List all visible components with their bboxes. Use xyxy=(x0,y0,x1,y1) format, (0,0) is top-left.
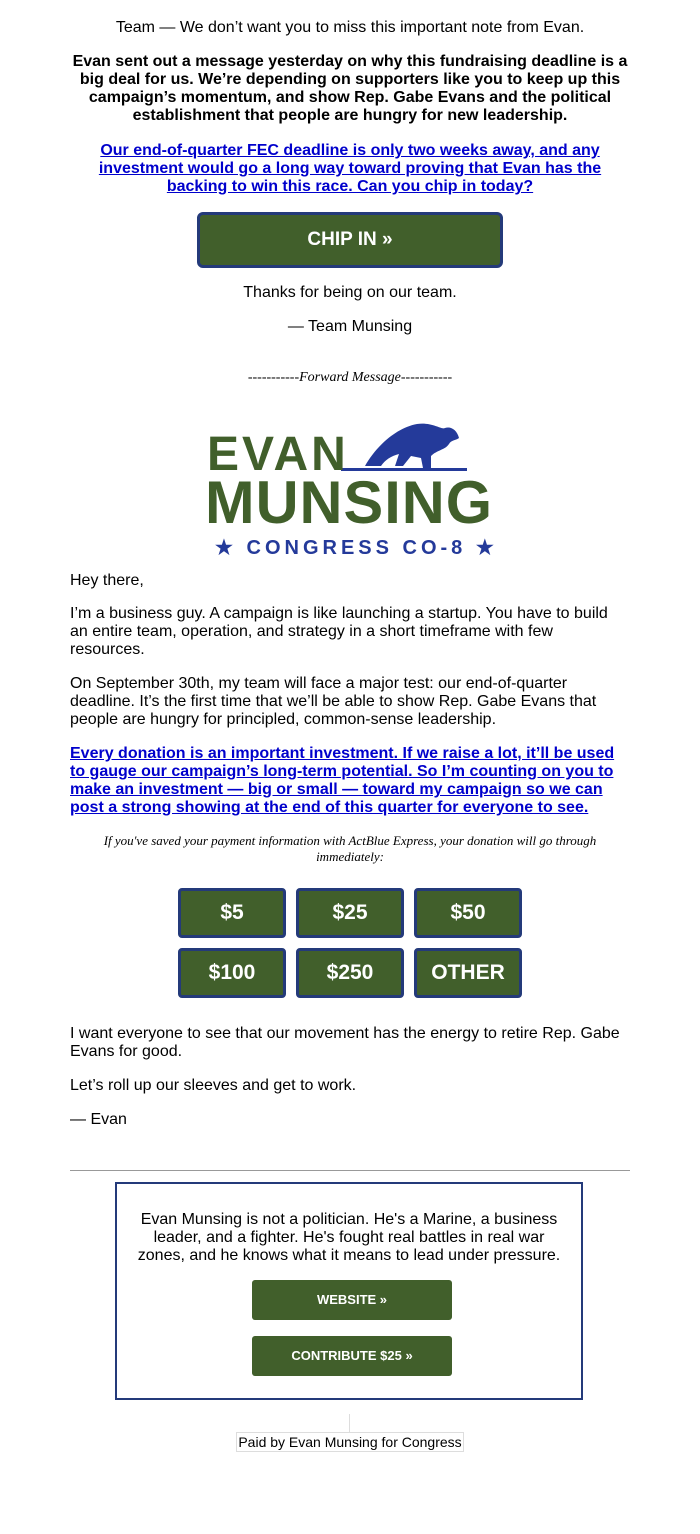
paragraph-2-text: On September 30th, my team will face a major test: our end-of-quarter deadline. It’s the first time that we’ll be able to show Rep. Gabe Evans that people are hungry for principled, common-sense leadership. xyxy=(70,675,597,728)
letter-paragraph-2 xyxy=(70,675,630,729)
logo-munsing: MUNSING xyxy=(205,469,493,536)
logo-evan: EVAN xyxy=(207,428,349,481)
forward-message-label: -----------Forward Message----------- xyxy=(247,370,453,385)
letter-paragraph-1 xyxy=(70,605,630,659)
letter-signoff xyxy=(70,1111,630,1129)
star-icon: ★ xyxy=(215,537,247,559)
amount-5-button[interactable]: $5 xyxy=(178,888,286,938)
forward-message-divider xyxy=(70,370,630,386)
actblue-note xyxy=(80,833,620,865)
logo-congress xyxy=(215,537,495,559)
amount-250-button[interactable]: $250 xyxy=(296,948,404,998)
letter-greeting xyxy=(70,572,630,590)
thanks-text: Thanks for being on our team. xyxy=(243,284,457,301)
star-icon: ★ xyxy=(466,537,495,559)
footer-divider xyxy=(70,1170,630,1171)
footer-box xyxy=(115,1182,583,1400)
actblue-note-text: If you've saved your payment information with ActBlue Express, your donation will go through immediately: xyxy=(103,833,597,864)
letter-paragraph-4 xyxy=(70,1077,630,1095)
deadline-link[interactable]: Our end-of-quarter FEC deadline is only two weeks away, and any investment would go a long way toward proving that Evan has the backing to win this race. Can you chip in today? xyxy=(98,142,602,195)
campaign-logo xyxy=(205,418,495,560)
intro-text: Team — We don’t want you to miss this important note from Evan. xyxy=(115,19,585,36)
intro-line xyxy=(70,19,630,37)
chip-in-row xyxy=(70,212,630,268)
amount-100-button[interactable]: $100 xyxy=(178,948,286,998)
paragraph-4-text: Let’s roll up our sleeves and get to work. xyxy=(70,1077,357,1094)
donation-link-paragraph[interactable] xyxy=(70,745,630,817)
website-button[interactable]: WEBSITE » xyxy=(252,1280,452,1320)
team-signoff-text: — Team Munsing xyxy=(287,318,413,335)
intro-bold-paragraph xyxy=(70,53,630,125)
amount-other-button[interactable]: OTHER xyxy=(414,948,522,998)
amount-25-button[interactable]: $25 xyxy=(296,888,404,938)
logo-congress-text: CONGRESS CO-8 xyxy=(246,537,467,559)
donation-link[interactable]: Every donation is an important investment. If we raise a lot, it’ll be used to gauge our campaign’s long-term potential. So I’m counting on you to make an investment — big or small — toward my campaign so we can post a strong showing at the end of this quarter for everyone to see. xyxy=(70,745,615,816)
thanks-line xyxy=(70,284,630,302)
logo-svg xyxy=(205,418,495,560)
deadline-link-paragraph[interactable] xyxy=(70,142,630,196)
letter-paragraph-3 xyxy=(70,1025,630,1061)
paid-by-disclaimer: Paid by Evan Munsing for Congress xyxy=(236,1432,464,1452)
evan-signoff-text: — Evan xyxy=(70,1111,127,1128)
greeting-text: Hey there, xyxy=(70,572,144,589)
contribute-25-button[interactable]: CONTRIBUTE $25 » xyxy=(252,1336,452,1376)
paid-by-connector xyxy=(349,1414,350,1432)
amount-50-button[interactable]: $50 xyxy=(414,888,522,938)
team-signoff xyxy=(70,318,630,336)
paragraph-1-text: I’m a business guy. A campaign is like launching a startup. You have to build an entire team, operation, and strategy in a short timeframe with few resources. xyxy=(70,605,608,658)
footer-bio-text: Evan Munsing is not a politician. He's a Marine, a business leader, and a fighter. He's fought real battles in real war zones, and he knows what it means to lead under pressure. xyxy=(137,1211,561,1264)
bold-paragraph-text: Evan sent out a message yesterday on why this fundraising deadline is a big deal for us. We’re depending on supporters like you to keep up this campaign’s momentum, and show Rep. Gabe Evans and the political establishment that people are hungry for new leadership. xyxy=(72,53,628,124)
paragraph-3-text: I want everyone to see that our movement has the energy to retire Rep. Gabe Evans for good. xyxy=(70,1025,620,1060)
chip-in-button[interactable]: CHIP IN » xyxy=(197,212,503,268)
bear-icon xyxy=(341,424,467,471)
